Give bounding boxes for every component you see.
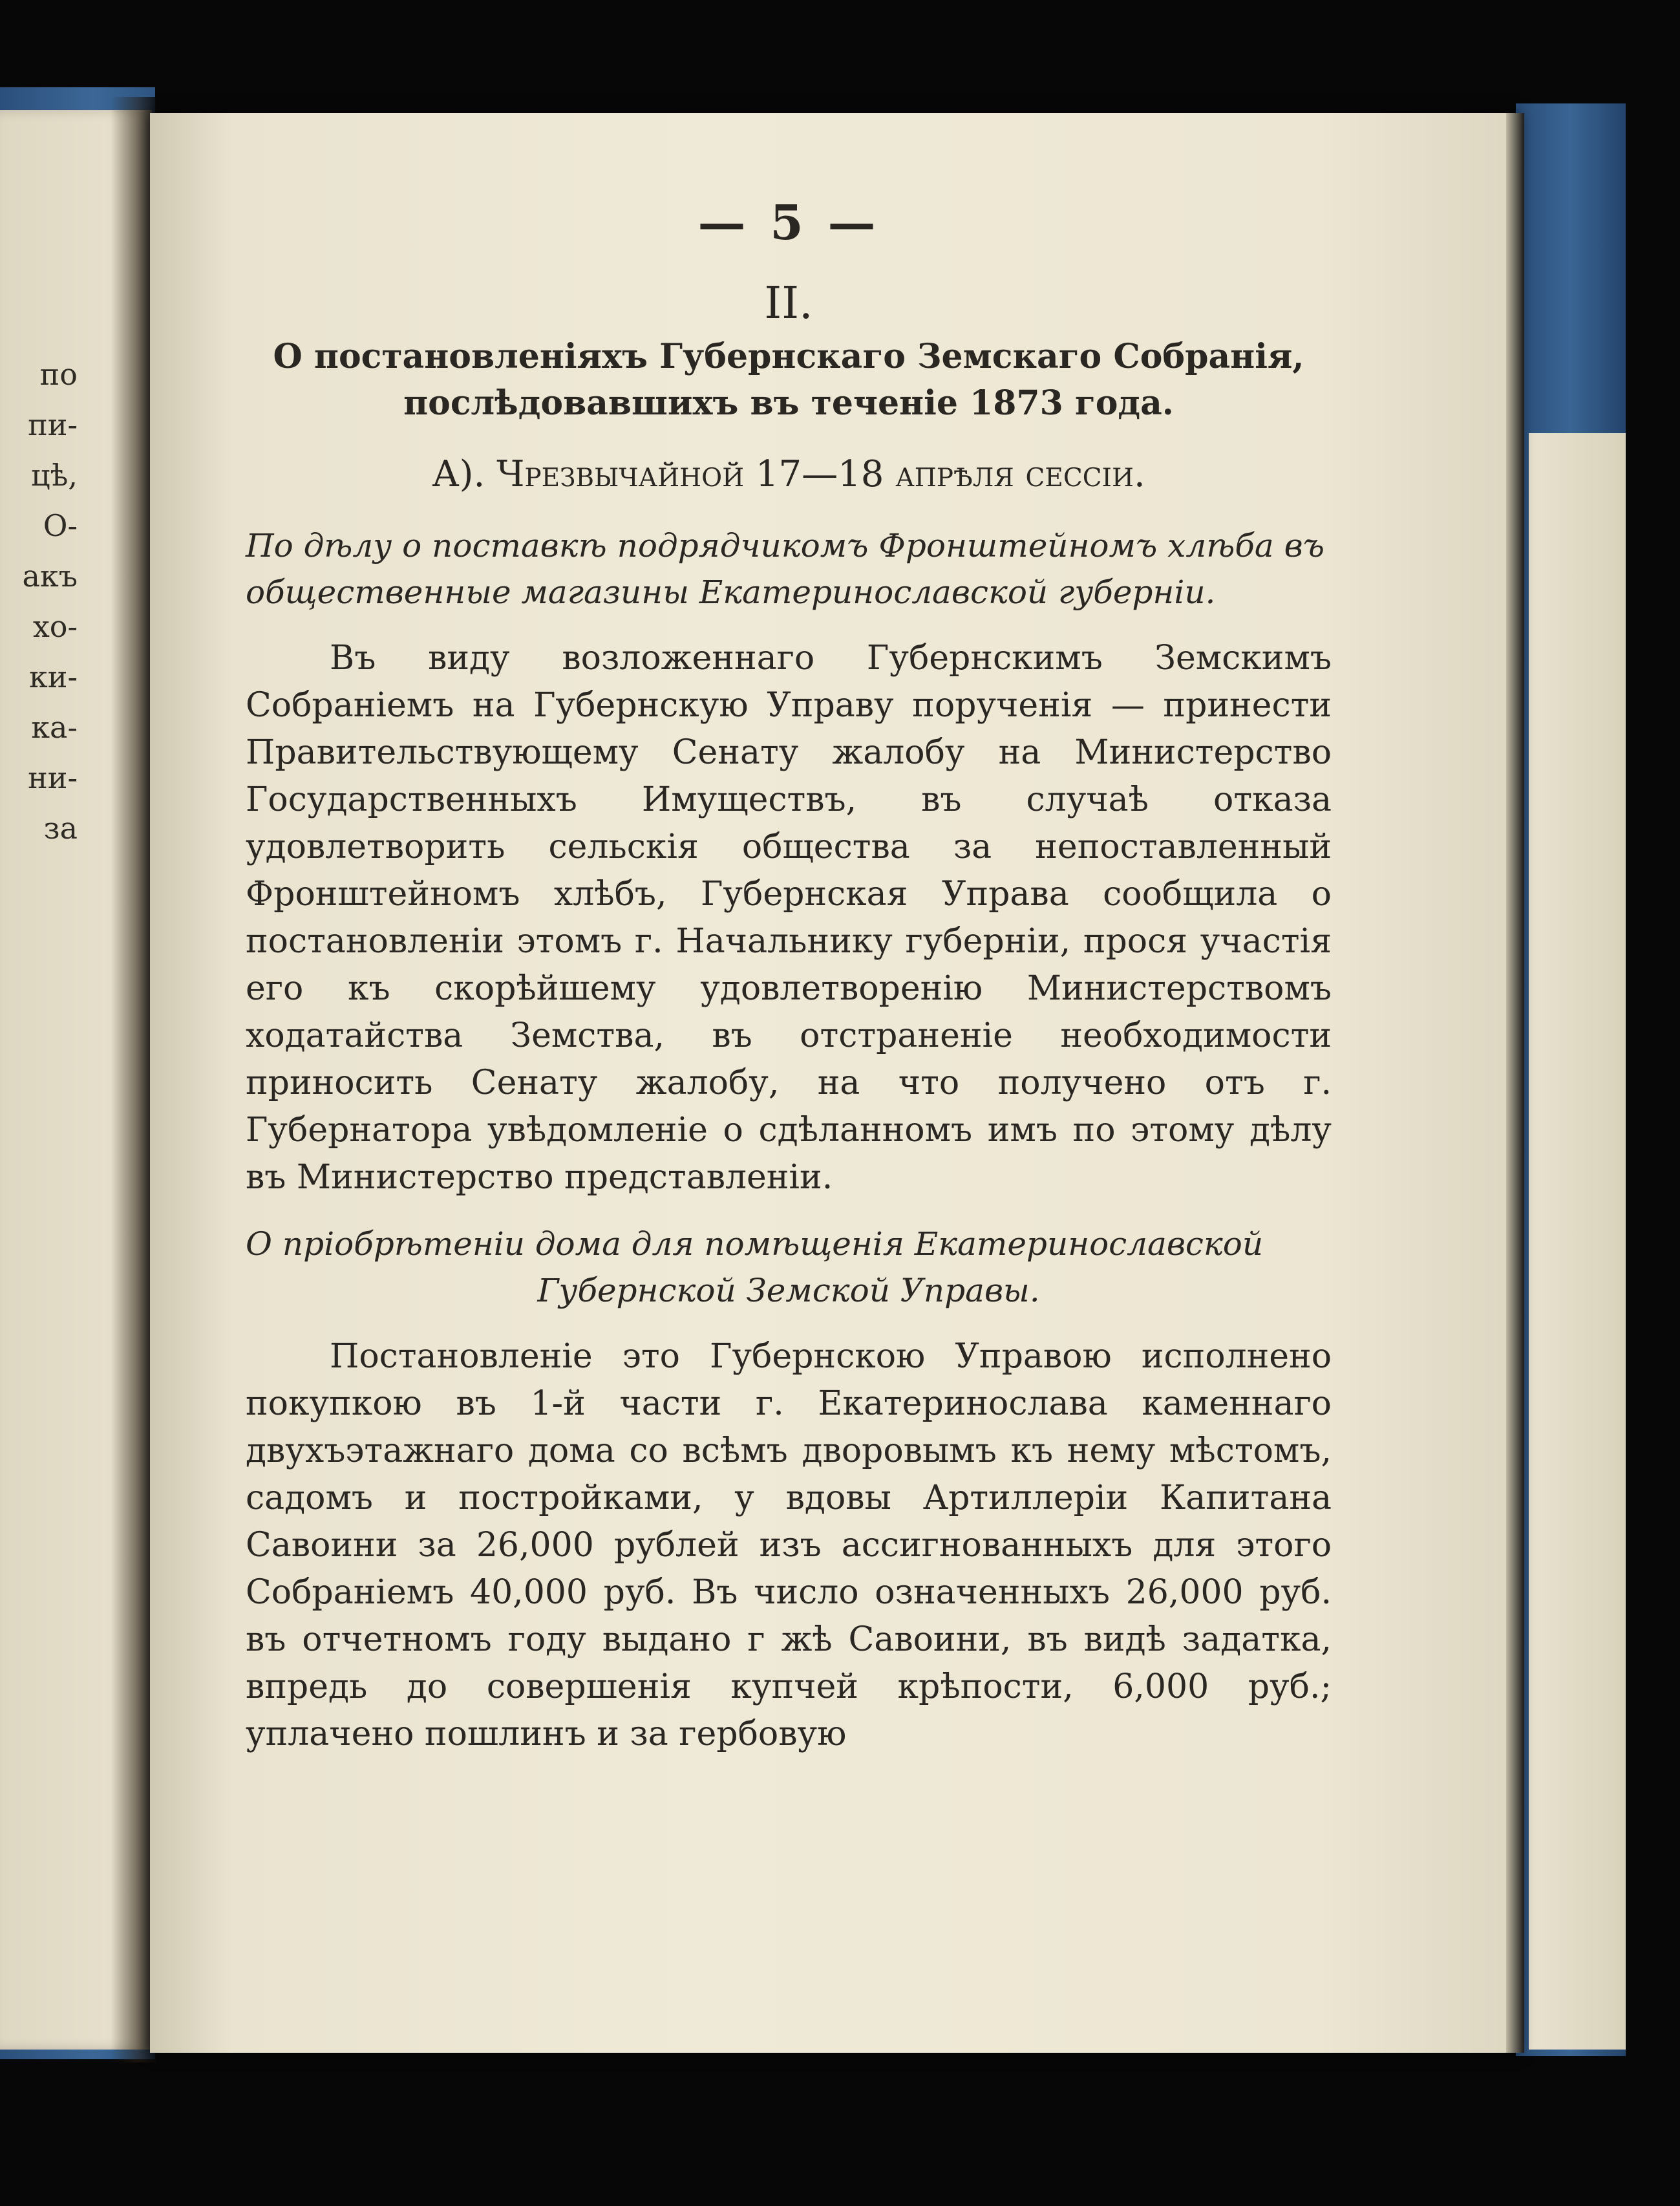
item2-paragraph: Постановленіе это Губернскою Управою исполнено покупкою въ 1-й части г. Екатеринослава каменнаго двухъэтажнаго дома со всѣмъ дворовымъ къ нему мѣстомъ, садомъ и постройками, у вдовы Артиллеріи Капитана Савоини за 26,000 рублей изъ ассигнованныхъ для этого Собраніемъ 40,000 руб. Въ число означенныхъ 26,000 руб. въ отчетномъ году выдано г жѣ Савоини, въ видѣ задатка, впредь до совершенія купчей крѣпости, 6,000 руб.; уплачено пошлинъ и за гербовую [246, 1337, 1332, 1753]
left-page-text-fragments [6, 349, 78, 853]
page-number: — 5 — [697, 195, 880, 251]
left-fragment: ка- [31, 710, 78, 745]
item2-heading-line: О пріобрѣтеніи дома для помѣщенія Екатеринославской [246, 1225, 1264, 1263]
page-content [246, 194, 1332, 1777]
left-fragment: за [43, 811, 78, 846]
item2-heading [246, 1221, 1332, 1314]
left-fragment: ки- [29, 659, 78, 694]
left-fragment: акъ [22, 559, 78, 594]
book-cover-right [1516, 103, 1626, 2056]
section-number: II. [764, 278, 813, 329]
left-fragment: по [39, 357, 78, 392]
left-fragment: О- [43, 508, 78, 543]
item1-heading: По дѣлу о поставкѣ подрядчикомъ Фронштейномъ хлѣба въ общественные магазины Екатеринославской губерніи. [246, 527, 1324, 611]
left-fragment: ни- [28, 760, 78, 795]
session-heading: А). Чрезвычайной 17—18 апрѣля сессіи. [432, 453, 1145, 495]
section-title [246, 334, 1332, 427]
next-page-sliver [1529, 433, 1626, 2050]
section-title-line: послѣдовавшихъ въ теченіе 1873 года. [403, 383, 1174, 423]
left-fragment: пи- [28, 407, 78, 442]
left-fragment: хо- [32, 609, 78, 644]
page-edge-shadow [1506, 113, 1524, 2053]
item1-paragraph: Въ виду возложеннаго Губернскимъ Земскимъ Собраніемъ на Губернскую Управу порученія — принести Правительствующему Сенату жалобу на Министерство Государственныхъ Имуществъ, въ случаѣ отказа удовлетворить сельскія общества за непоставленный Фронштейномъ хлѣбъ, Губернская Управа сообщила о постановленіи этомъ г. Начальнику губерніи, прося участія его къ скорѣйшему удовлетворенію Министерствомъ ходатайства Земства, въ отстраненіе необходимости приносить Сенату жалобу, на что получено отъ г. Губернатора увѣдомленіе о сдѣланномъ имъ по этому дѣлу въ Министерство представленіи. [246, 639, 1332, 1197]
item2-heading-line: Губернской Земской Управы. [537, 1272, 1040, 1309]
section-title-line: О постановленіяхъ Губернскаго Земскаго Собранія, [273, 337, 1304, 376]
left-fragment: цѣ, [31, 458, 78, 493]
